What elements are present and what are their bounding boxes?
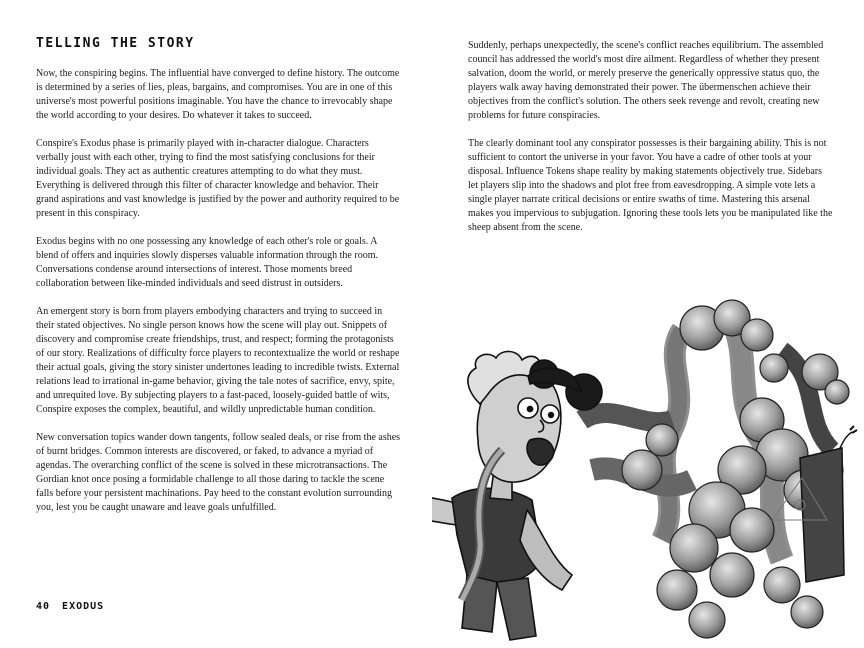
- right-page: [432, 0, 864, 648]
- page-number: 40: [36, 601, 51, 612]
- paragraph: Exodus begins with no one possessing any knowledge of each other's role or goals. A blend of offers and inquiries slowly disperses valuable information through the room. Conversations condense around intersections of interest. Those moments breed collaboration between like-minded individuals and seed distrust in outsiders.: [36, 236, 378, 289]
- paragraph: The clearly dominant tool any conspirator possesses is their bargaining ability. This is not sufficient to contort the universe in your favor. You have a cadre of other tools at your disposal. Influence Tokens shape reality by making statements objectively true. Sidebars let players slip into the shadows and plot free from eavesdropping. A simple vote lets a single player narrate critical decisions or entire swaths of time. Mastering this arsenal makes you impervious to subjugation. Ignoring these tools lets you be manipulated like the sheep absent from the scene.: [468, 138, 833, 233]
- left-body-text: [36, 67, 401, 529]
- section-heading: TELLING THE STORY: [36, 36, 195, 51]
- section-label: EXODUS: [62, 601, 105, 612]
- paragraph: An emergent story is born from players embodying characters and trying to succeed in their stated objectives. No single person knows how the scene will play out. Snippets of discovery and compromise create friendships, trust, and respect; forming the protagonists of our story. Realizations of difficulty force players to recontextualize the world or reshape their actual goals, giving the story sinister undertones leading to incredible twists. External relations lead to irrational in-game behavior, giving the tale notes of sacrifice, envy, spite, and unrequited love. By subjecting players to a fast-paced, loosely-guided battle of wits, Conspire exposes the complex, beautiful, and wildly unpredictable human condition.: [36, 306, 400, 415]
- paragraph: New conversation topics wander down tangents, follow sealed deals, or rise from the ashes of burnt bridges. Common interests are discovered, or faked, to advance a myriad of agendas. The overarching conflict of the scene is solved in these microtransactions. The Gordian knot once posing a formidable challenge to all those daring to tackle the scene falls before your persistent machinations. Pay heed to the constant evolution surrounding you, lest you be caught unaware and leave goals unfulfilled.: [36, 432, 401, 513]
- paragraph: Suddenly, perhaps unexpectedly, the scene's conflict reaches equilibrium. The assembled council has addressed the world's most dire ailment. Regardless of whether they present salvation, doom the world, or merely preserve the generically oppressive status quo, the players walk away having demonstrated their power. The übermenschen achieve their objectives from the conflict's solution. The others seek revenge and revolt, creating new problems for future conspiracies.: [468, 40, 824, 121]
- paragraph: Conspire's Exodus phase is primarily played with in-character dialogue. Characters verbally joust with each other, trying to find the most satisfying conclusions for their individual goals. They act as authentic creatures attempting to do what they must. Everything is delivered through this filter of character knowledge and behavior. Their grand aspirations and vast knowledge is justified by the power and authority required to be present in this conspiracy.: [36, 138, 400, 219]
- character: [432, 351, 602, 640]
- page-footer: [36, 601, 116, 612]
- paragraph: Now, the conspiring begins. The influential have converged to define history. The outcome is determined by a series of lies, pleas, bargains, and compromises. You are in one of this universe's most powerful positions imaginable. You have the chance to irrevocably shape the world according to your desires. Do whatever it takes to succeed.: [36, 68, 400, 121]
- cartoon-character-smoke-creature-illustration: [432, 0, 864, 648]
